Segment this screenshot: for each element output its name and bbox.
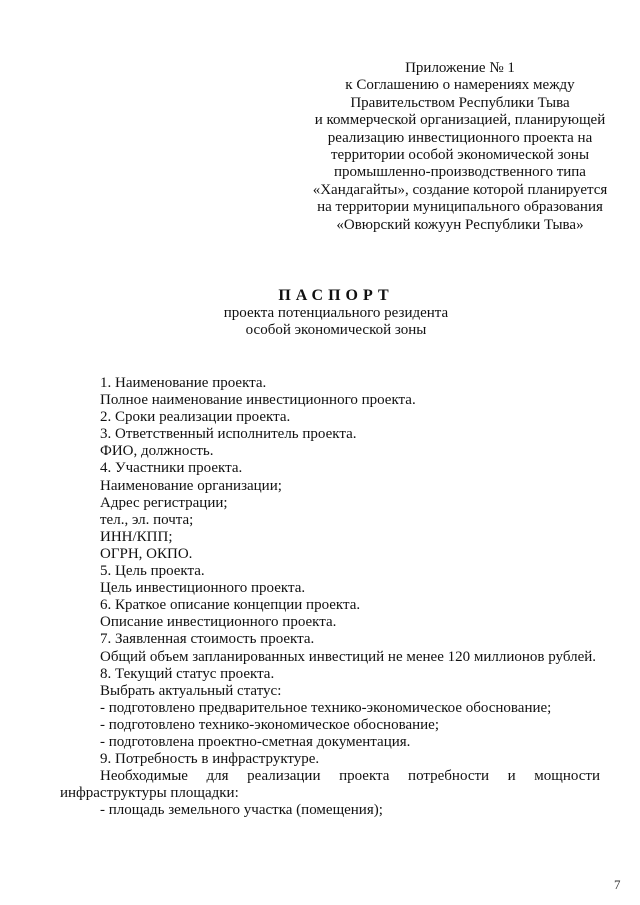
body-line: - площадь земельного участка (помещения); bbox=[100, 802, 383, 819]
body-line: 8. Текущий статус проекта. bbox=[100, 665, 275, 682]
page-number-mark: 7 bbox=[614, 877, 621, 892]
body-line: 1. Наименование проекта. bbox=[100, 375, 267, 391]
body-line: - подготовлена проектно-сметная документация. bbox=[100, 733, 411, 750]
appendix-line: Приложение № 1 bbox=[405, 60, 515, 76]
appendix-line: и коммерческой организацией, планирующей bbox=[314, 112, 606, 129]
body-line: 7. Заявленная стоимость проекта. bbox=[100, 631, 315, 648]
body-line: - подготовлено предварительное технико-экономическое обоснование; bbox=[100, 699, 552, 716]
appendix-line: Правительством Республики Тыва bbox=[350, 94, 570, 111]
document-subtitle-line: проекта потенциального резидента bbox=[223, 305, 449, 321]
body-line: - подготовлено технико-экономическое обоснование; bbox=[100, 716, 439, 733]
appendix-line: «Хандагайты», создание которой планируется bbox=[312, 181, 608, 198]
body-line: 2. Сроки реализации проекта. bbox=[100, 409, 291, 426]
body-line: ОГРН, ОКПО. bbox=[100, 545, 193, 562]
body-line: Цель инвестиционного проекта. bbox=[100, 580, 306, 597]
body-line: 5. Цель проекта. bbox=[100, 563, 205, 580]
appendix-line: промышленно-производственного типа bbox=[334, 164, 586, 181]
appendix-line: на территории муниципального образования bbox=[317, 199, 603, 216]
document-body bbox=[60, 375, 600, 819]
appendix-line: территории особой экономической зоны bbox=[330, 147, 590, 164]
body-line: Полное наименование инвестиционного проекта. bbox=[100, 392, 416, 409]
body-line: тел., эл. почта; bbox=[100, 511, 194, 528]
infrastructure-paragraph: Необходимые для реализации проекта потребности и мощности инфраструктуры площадки: bbox=[60, 768, 600, 802]
document-subtitle-line: особой экономической зоны bbox=[245, 322, 427, 338]
body-line: ИНН/КПП; bbox=[100, 528, 173, 545]
appendix-header bbox=[250, 60, 640, 234]
body-line: Общий объем запланированных инвестиций не менее 120 миллионов рублей. bbox=[100, 648, 597, 665]
body-line: Адрес регистрации; bbox=[100, 494, 228, 511]
body-line: Описание инвестиционного проекта. bbox=[100, 614, 337, 631]
appendix-line: реализацию инвестиционного проекта на bbox=[327, 129, 593, 146]
body-line: 6. Краткое описание концепции проекта. bbox=[100, 597, 361, 614]
body-line: Наименование организации; bbox=[100, 477, 282, 494]
body-line: Выбрать актуальный статус: bbox=[100, 682, 282, 699]
body-line: ФИО, должность. bbox=[100, 443, 214, 460]
document-title: ПАСПОРТ bbox=[278, 287, 394, 304]
body-line: 4. Участники проекта. bbox=[100, 460, 243, 477]
appendix-line: «Овюрский кожуун Республики Тыва» bbox=[336, 216, 584, 233]
appendix-line: к Соглашению о намерениях между bbox=[345, 77, 575, 94]
title-block bbox=[150, 286, 522, 339]
body-line: 3. Ответственный исполнитель проекта. bbox=[100, 426, 357, 443]
body-line: 9. Потребность в инфраструктуре. bbox=[100, 751, 320, 768]
